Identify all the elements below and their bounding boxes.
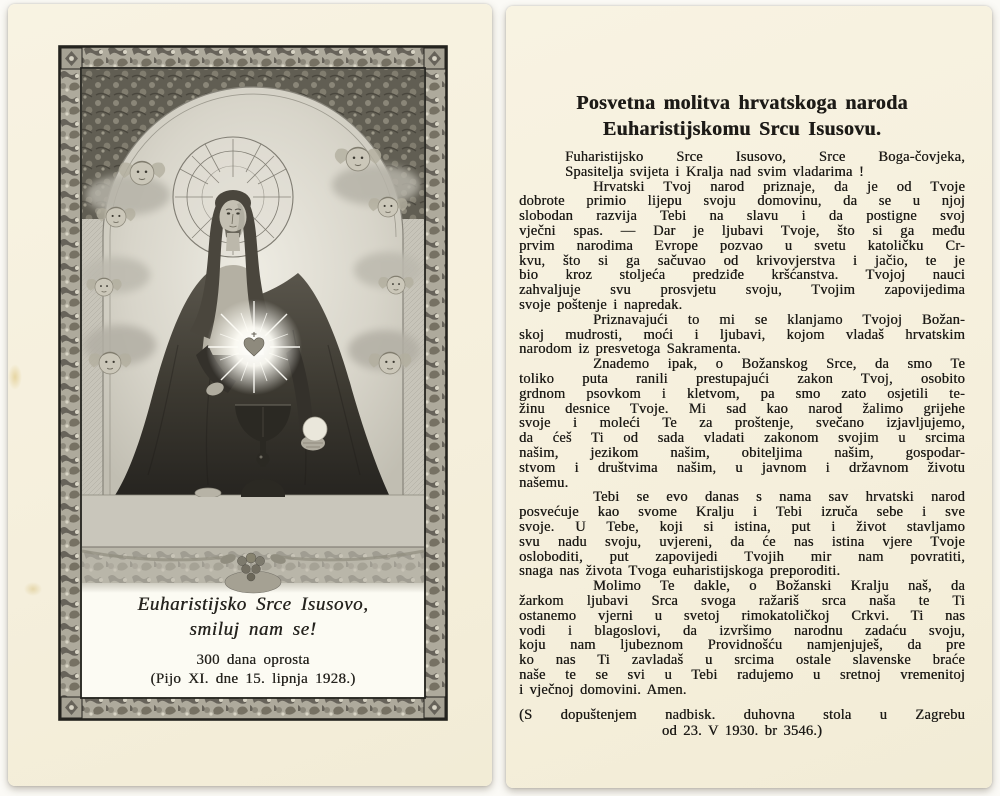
prayer-paragraph-invocation bbox=[519, 150, 965, 180]
text-line: (S dopuštenjem nadbisk. duhovna stola u Zagrebu bbox=[519, 707, 965, 724]
text-line: Znademo ipak, o Božanskog Srce, da smo Te bbox=[593, 356, 965, 373]
text-line: ostanemo vjerni u svetoj rimokatoličkoj Crkvi. Ti nas bbox=[519, 607, 965, 624]
text-line: zahvaljuje svu prosvjetu svoju, Tvojim zapovijedima bbox=[519, 282, 965, 299]
text-line: dobrote primio lijepu svoju domovinu, da se u njoj bbox=[519, 193, 965, 210]
text-line: Molimo Te dakle, o Božanski Kralju naš, da bbox=[593, 578, 965, 595]
text-line: žarkom ljubavi Srca svoga ražariš srca naša te Ti bbox=[519, 592, 965, 609]
prayer-paragraph-3 bbox=[519, 357, 965, 490]
text-line: žinu desnice Tvoje. Mi sad kao narod žalimo grijehe bbox=[519, 400, 965, 417]
text-line: od 23. V 1930. br 3546.) bbox=[661, 722, 823, 739]
text-line: stvom i društvima našim, u javnom i državnom životu bbox=[519, 459, 965, 476]
text-line: svoje poštenje i napredak. bbox=[519, 296, 683, 313]
prayer-title-line-1: Posvetna molitva hrvatskoga naroda bbox=[576, 92, 908, 114]
text-line: snaga nas života Tvoga euharistijskoga preporoditi. bbox=[519, 563, 841, 580]
holy-card-front bbox=[8, 4, 492, 786]
text-line: vodi i blagoslovi, da izvršimo narodnu zadaću svoju, bbox=[519, 622, 965, 639]
indulgence-line-1: 300 dana oprosta bbox=[196, 652, 310, 668]
text-line: svu nadu svoju, uvjereni, da će nas istina vjere Tvoje bbox=[519, 533, 965, 550]
text-line: koju nam ljubeznom Providnošću namjenjuješ, da pre bbox=[519, 637, 965, 654]
text-line: osloboditi, put zapovijedi Tvojih mir nam povratiti, bbox=[519, 548, 965, 565]
imprimatur-note bbox=[519, 708, 965, 739]
invocation-line-2: smiluj nam se! bbox=[189, 619, 317, 640]
text-line: Fuharistijsko Srce Isusovo, Srce Boga-čovjeka, bbox=[565, 149, 965, 165]
prayer-title-line-2: Euharistijskomu Srcu Isusovu. bbox=[602, 118, 882, 140]
text-line: svoje i moleći Te za proštenje, svečano izjavljujemo, bbox=[519, 415, 965, 432]
text-line: narodom iz presvetoga Sakramenta. bbox=[519, 341, 741, 358]
text-line: toliko puta ranili prestupajući zakon Tvoj, osobito bbox=[519, 370, 965, 387]
age-spot bbox=[8, 364, 22, 390]
sacred-heart bbox=[206, 299, 302, 395]
text-line: našim, jezikom našim, obiteljima našim, gospodar- bbox=[519, 444, 965, 461]
prayer-body bbox=[519, 150, 965, 739]
prayer-paragraph-5 bbox=[519, 579, 965, 697]
text-line: Tebi se evo danas s nama sav hrvatski narod bbox=[593, 489, 965, 506]
text-line: prvim narodima Evrope pozvao u svetu katoličku Cr- bbox=[519, 237, 965, 254]
text-line: Priznavajući to mi se klanjamo Tvojoj Božan- bbox=[593, 311, 965, 328]
text-line: slobodan razvija Tebi na slavu i da postigne svoj bbox=[519, 208, 965, 225]
text-line: Spasitelja svijeta i Kralja nad svim vladarima ! bbox=[565, 163, 864, 180]
holy-card-back bbox=[506, 6, 992, 788]
text-line: bio kroz stoljeća predziđe kršćanstva. Tvojoj nauci bbox=[519, 267, 965, 284]
text-line: skoj mudrosti, moći i ljubavi, kojom vladaš hrvatskim bbox=[519, 326, 965, 343]
text-line: ko nas Ti zavladaš u srcima ostale slavenske braće bbox=[519, 652, 965, 669]
text-line: i vječnoj domovini. Amen. bbox=[519, 681, 687, 698]
prayer-paragraph-4 bbox=[519, 490, 965, 579]
invocation-line-1: Euharistijsko Srce Isusovo, bbox=[137, 594, 369, 615]
prayer-title bbox=[519, 90, 965, 142]
text-line: kvu, što si ga sačuvao od krivovjerstva i jačio, te je bbox=[519, 252, 965, 269]
indulgence-line-2: (Pijo XI. dne 15. lipnja 1928.) bbox=[150, 671, 356, 687]
text-line: našemu. bbox=[519, 474, 569, 491]
text-line: svoje. U Tebe, koji si istina, put i život stavljamo bbox=[519, 518, 965, 535]
text-line: Hrvatski Tvoj narod priznaje, da je od Tvoje bbox=[593, 178, 965, 195]
text-line: da ćeš Ti od sada vladati zakonom svojim u srcima bbox=[519, 430, 965, 447]
caption-block bbox=[82, 592, 424, 689]
text-line: grdnom psovkom i kletvom, pa smo zato osjetili te- bbox=[519, 385, 965, 402]
prayer-text-column bbox=[519, 6, 965, 739]
text-line: vječni spas. — Dar je ljubavi Tvoje, što si ga među bbox=[519, 222, 965, 239]
text-line: naše te se svi u Tebi radujemo u sretnoj vremenitoj bbox=[519, 666, 965, 683]
prayer-paragraph-1 bbox=[519, 180, 965, 313]
text-line: posvećuje kao svome Kralju i Tebi izruča sebe i sve bbox=[519, 504, 965, 521]
age-spot bbox=[24, 582, 42, 596]
prayer-paragraph-2 bbox=[519, 313, 965, 357]
